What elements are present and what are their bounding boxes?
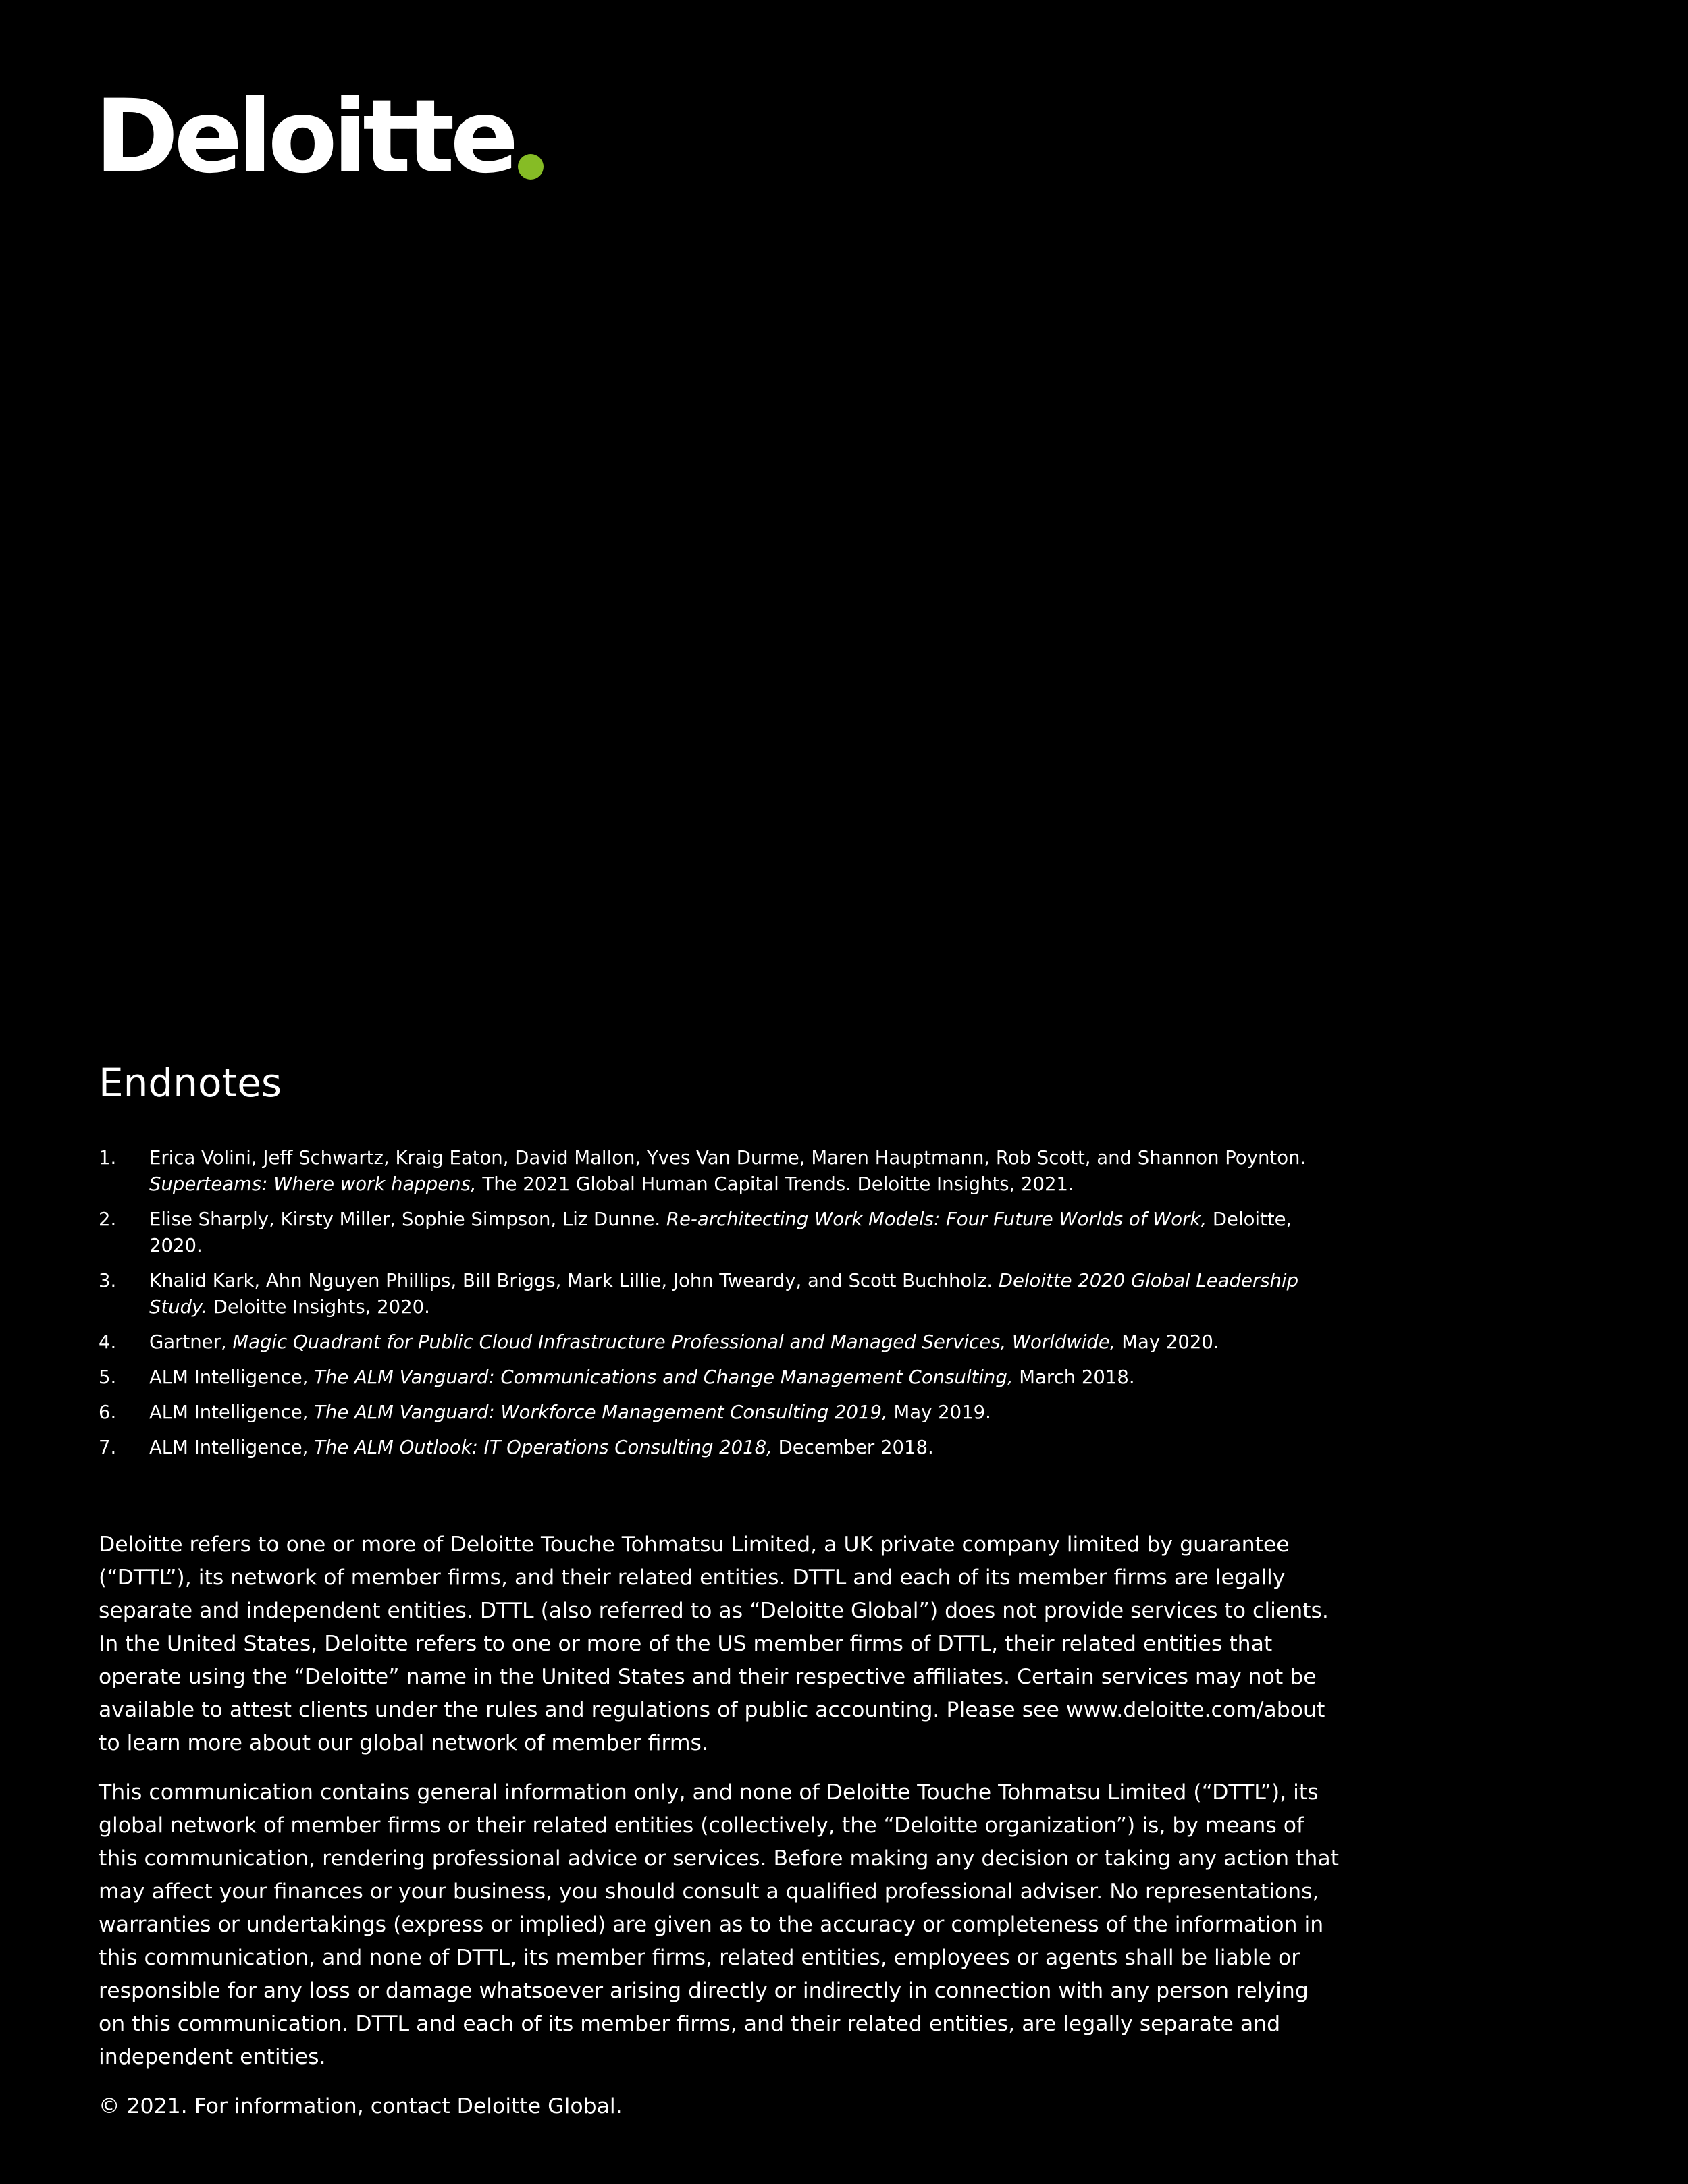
endnotes-title: Endnotes: [99, 1060, 282, 1106]
endnote-number: 1.: [99, 1146, 117, 1169]
endnote-citation-title: The ALM Vanguard: Communications and Change Management Consulting,: [314, 1366, 1013, 1388]
copyright-notice: © 2021. For information, contact Deloitte Global.: [99, 2094, 623, 2119]
logo-green-dot: [518, 154, 544, 180]
disclaimer-paragraph-dttl: Deloitte refers to one or more of Deloitte Touche Tohmatsu Limited, a UK private company limited by guarantee (“DTTL”), its network of member firms, and their related entities. DTTL and each of its member firms are legally separate and independent entities. DTTL (also referred to as “Deloitte Global”) does not provide services to clients. In the United States, Deloitte refers to one or more of the US member firms of DTTL, their related entities that operate using the “Deloitte” name in the United States and their respective affiliates. Certain services may not be available to attest clients under the rules and regulations of public accounting. Please see www.deloitte.com/about to learn more about our global network of member firms.: [99, 1533, 1329, 1755]
legal-disclaimer: [99, 1528, 1341, 2139]
disclaimer-paragraph-general-info: This communication contains general information only, and none of Deloitte Touche Tohmatsu Limited (“DTTL”), its global network of member firms or their related entities (collectively, the “Deloitte organization”) is, by means of this communication, rendering professional advice or services. Before making any decision or taking any action that may affect your finances or your business, you should consult a qualified professional adviser. No representations, warranties or undertakings (express or implied) are given as to the accuracy or completeness of the information in this communication, and none of DTTL, its member firms, related entities, employees or agents shall be liable or responsible for any loss or damage whatsoever arising directly or indirectly in connection with any person relying on this communication. DTTL and each of its member firms, and their related entities, are legally separate and independent entities.: [99, 1780, 1340, 2069]
endnote-item: [99, 1268, 1341, 1321]
endnote-citation-title: Deloitte 2020 Global Leadership Study.: [149, 1269, 1299, 1318]
endnote-number: 5.: [99, 1366, 117, 1388]
endnote-citation-text: The 2021 Global Human Capital Trends. Deloitte Insights, 2021.: [476, 1173, 1074, 1195]
endnote-citation-text: ALM Intelligence,: [149, 1366, 315, 1388]
endnote-citation-text: Deloitte Insights, 2020.: [207, 1296, 430, 1318]
endnote-item: [99, 1400, 1341, 1426]
endnote-citation-text: Erica Volini, Jeff Schwartz, Kraig Eaton, David Mallon, Yves Van Durme, Maren Hauptmann, Rob Scott, and Shannon Poynton.: [149, 1146, 1307, 1169]
endnote-text: [149, 1400, 1341, 1426]
endnote-citation-title: The ALM Vanguard: Workforce Management Consulting 2019,: [314, 1401, 888, 1423]
endnote-number: 3.: [99, 1269, 117, 1291]
endnote-text: [149, 1364, 1341, 1391]
endnote-citation-title: Magic Quadrant for Public Cloud Infrastructure Professional and Managed Services, Worldwide,: [232, 1331, 1116, 1353]
deloitte-logo: [95, 78, 544, 196]
endnote-number: 2.: [99, 1208, 117, 1230]
endnote-citation-text: ALM Intelligence,: [149, 1436, 315, 1458]
endnote-citation-title: Re-architecting Work Models: Four Future Worlds of Work,: [666, 1208, 1207, 1230]
endnotes-list: [99, 1145, 1341, 1461]
endnote-number: 6.: [99, 1401, 117, 1423]
endnote-item: [99, 1145, 1341, 1198]
endnote-citation-text: May 2019.: [887, 1401, 991, 1423]
endnote-citation-text: Gartner,: [149, 1331, 233, 1353]
endnote-citation-title: Superteams: Where work happens,: [149, 1173, 477, 1195]
endnote-citation-title: The ALM Outlook: IT Operations Consulting 2018,: [314, 1436, 772, 1458]
endnote-text: [149, 1268, 1341, 1321]
logo-wordmark: Deloitte: [95, 78, 515, 196]
endnote-citation-text: Elise Sharply, Kirsty Miller, Sophie Simpson, Liz Dunne.: [149, 1208, 666, 1230]
endnote-number: 4.: [99, 1331, 117, 1353]
endnote-item: [99, 1206, 1341, 1259]
endnote-item: [99, 1364, 1341, 1391]
endnote-citation-text: May 2020.: [1115, 1331, 1219, 1353]
endnote-text: [149, 1435, 1341, 1461]
endnote-number: 7.: [99, 1436, 117, 1458]
endnotes-section: [99, 1060, 1341, 1470]
endnote-citation-text: Khalid Kark, Ahn Nguyen Phillips, Bill Briggs, Mark Lillie, John Tweardy, and Scott Buchholz.: [149, 1269, 999, 1291]
endnote-citation-text: Deloitte, 2020.: [149, 1208, 1292, 1256]
endnote-item: [99, 1329, 1341, 1356]
endnote-text: [149, 1145, 1341, 1198]
endnote-text: [149, 1329, 1341, 1356]
endnote-citation-text: March 2018.: [1013, 1366, 1135, 1388]
endnote-citation-text: December 2018.: [772, 1436, 934, 1458]
endnote-citation-text: ALM Intelligence,: [149, 1401, 315, 1423]
endnote-text: [149, 1206, 1341, 1259]
endnote-item: [99, 1435, 1341, 1461]
